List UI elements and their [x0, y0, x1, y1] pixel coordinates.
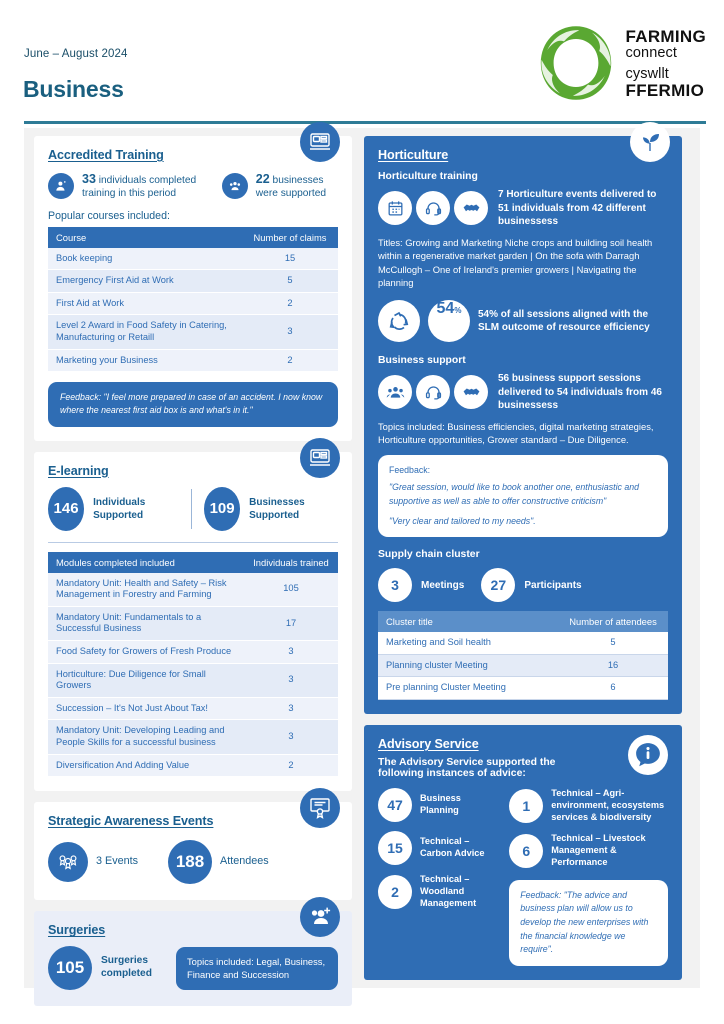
advisory-value: 47: [378, 788, 412, 822]
elearning-individuals: [48, 487, 179, 531]
horticulture-title: Horticulture: [378, 148, 449, 162]
cell-course: First Aid at Work: [48, 292, 242, 315]
cell-claims: 5: [242, 270, 338, 293]
table-row: [48, 720, 338, 754]
table-row: [48, 606, 338, 640]
recycle-cycle-icon: [378, 300, 420, 342]
advisory-value: 6: [509, 834, 543, 868]
surgeries-stats: [48, 946, 338, 990]
page-title: Business: [23, 76, 124, 102]
col-cluster-title: Cluster title: [378, 611, 558, 632]
advisory-label: Technical – Woodland Management: [420, 874, 477, 908]
col-course: Course: [48, 227, 242, 248]
col-claims: Number of claims: [242, 227, 338, 248]
strategic-events-card: [34, 802, 352, 900]
right-column: [364, 136, 682, 978]
cell-attendees: 16: [558, 654, 668, 677]
table-row: [378, 677, 668, 700]
left-column: [34, 136, 352, 981]
accredited-training-title: Accredited Training: [48, 148, 164, 162]
elearning-stats: [48, 487, 338, 531]
horticulture-training-label: Horticulture training: [378, 171, 478, 182]
feedback-quote-1: "Great session, would like to book another one, enthusiastic and supportive as well as able to offer constructive criticism": [389, 482, 640, 506]
business-support-stat-row: [378, 372, 668, 413]
stat-businesses-value: 22: [255, 172, 270, 186]
advisory-item: [378, 788, 499, 822]
group-icon: [222, 173, 248, 199]
elearning-card: [34, 452, 352, 792]
advisory-item: [378, 831, 499, 865]
col-attendees: Number of attendees: [558, 611, 668, 632]
cell-attendees: 6: [558, 677, 668, 700]
calendar-icon: [378, 191, 412, 225]
table-row: [48, 697, 338, 720]
horticulture-titles-text: Titles: Growing and Marketing Niche crops and building soil health within a regenerative market garden | On the sofa with Darragh McCullogh – One of Ireland's premier growers | Navigating the planning: [378, 236, 653, 289]
participants-value: 27: [481, 568, 515, 602]
col-trained: Individuals trained: [244, 552, 338, 573]
strategic-events-title: Strategic Awareness Events: [48, 814, 214, 829]
strategic-attendees-value: 188: [168, 840, 212, 884]
elearning-modules-body: [48, 573, 338, 777]
accredited-feedback-box: Feedback: "I feel more prepared in case of an accident. I now know where the nearest first aid box is and what's in it.": [48, 382, 338, 426]
elearning-individuals-label: Individuals Supported: [93, 496, 146, 521]
cell-attendees: 5: [558, 632, 668, 654]
table-row: [48, 663, 338, 697]
stat-businesses-text: [256, 172, 338, 201]
table-row: [48, 292, 338, 315]
surgeries-count-value: 105: [48, 946, 92, 990]
cell-claims: 3: [242, 315, 338, 349]
accredited-training-card: [34, 136, 352, 441]
cell-module: Food Safety for Growers of Fresh Produce: [48, 640, 244, 663]
cell-module: Mandatory Unit: Developing Leading and People Skills for a successful business: [48, 720, 244, 754]
cell-cluster: Marketing and Soil health: [378, 632, 558, 654]
stat-divider: [191, 489, 192, 529]
logo-swirl-icon: [536, 22, 616, 104]
horticulture-pct-suffix: %: [454, 306, 462, 315]
cell-trained: 3: [244, 720, 338, 754]
horticulture-icon-trio: [378, 191, 488, 225]
group-people-icon: [378, 375, 412, 409]
cell-course: Level 2 Award in Food Safety in Catering, Manufacturing or Retaill: [48, 315, 242, 349]
advisory-label: Technical – Livestock Management & Performance: [551, 832, 646, 867]
horticulture-pct-circle: [428, 300, 470, 342]
stat-individuals-value: 33: [82, 172, 96, 186]
business-support-icon-trio: [378, 375, 488, 409]
horticulture-feedback-box: [378, 455, 668, 538]
horticulture-pct-value: 54: [436, 300, 455, 317]
advisory-item: [378, 874, 499, 910]
table-row: [48, 349, 338, 372]
horticulture-pct-row: [378, 300, 668, 342]
feedback-label: Feedback:: [389, 464, 431, 475]
cell-trained: 17: [244, 606, 338, 640]
person-icon: [48, 173, 74, 199]
elearning-divider: [48, 542, 338, 543]
advisory-intro: The Advisory Service supported the following instances of advice:: [378, 757, 556, 780]
farming-connect-logo: [536, 22, 706, 104]
elearning-businesses-value: 109: [204, 487, 240, 531]
advisory-label: Business Planning: [420, 793, 461, 816]
advisory-service-card: [364, 725, 682, 980]
advisory-feedback-box: Feedback: "The advice and business plan will allow us to develop the new enterprises with the financial knowledge we require".: [509, 880, 668, 966]
rosettes-icon: [48, 842, 88, 882]
feedback-quote-2: "Very clear and tailored to my needs".: [389, 515, 536, 526]
col-modules: Modules completed included: [48, 552, 244, 573]
horticulture-topics-text: Topics included: Business efficiencies, digital marketing strategies, Horticulture opportunities, Grower standard – Due Diligence.: [378, 420, 654, 446]
cell-trained: 3: [244, 697, 338, 720]
logo-line-farming: FARMING: [625, 26, 706, 46]
cell-module: Diversification And Adding Value: [48, 754, 244, 777]
supply-chain-table: [378, 611, 668, 700]
cell-trained: 105: [244, 573, 338, 607]
horticulture-training-stat: 7 Horticulture events delivered to 51 individuals from 42 different businessess: [498, 189, 657, 227]
strategic-attendees: [168, 840, 269, 884]
logo-wordmark: [626, 28, 706, 99]
table-row: [48, 573, 338, 607]
stat-businesses-supported: [222, 172, 338, 201]
cell-course: Marketing your Business: [48, 349, 242, 372]
supply-chain-table-body: [378, 632, 668, 699]
cell-course: Emergency First Aid at Work: [48, 270, 242, 293]
table-row: [48, 248, 338, 270]
elearning-modules-table: [48, 552, 338, 778]
cell-module: Horticulture: Due Diligence for Small Growers: [48, 663, 244, 697]
logo-line-ffermio: FFERMIO: [625, 80, 705, 100]
cell-trained: 3: [244, 640, 338, 663]
info-icon: [628, 735, 668, 775]
advisory-label: Technical – Agri-environment, ecosystems services & biodiversity: [551, 788, 665, 822]
cell-claims: 2: [242, 292, 338, 315]
content-area: [24, 128, 700, 988]
stat-individuals-completed: [48, 172, 208, 201]
meetings-label: Meetings: [421, 579, 465, 591]
elearning-businesses-label: Businesses Supported: [249, 496, 305, 521]
accredited-courses-body: [48, 248, 338, 372]
advisory-value: 15: [378, 831, 412, 865]
advisory-item: [509, 833, 668, 869]
supply-chain-stats: [378, 568, 668, 602]
meetings-value: 3: [378, 568, 412, 602]
header-divider: [24, 121, 706, 124]
page-header: [0, 0, 724, 122]
surgeries-topics-pill: Topics included: Legal, Business, Finance and Succession: [176, 947, 338, 990]
plant-leaf-icon: [630, 122, 670, 162]
elearning-title: E-learning: [48, 463, 109, 478]
surgeries-card: [34, 911, 352, 1006]
supply-chain-label: Supply chain cluster: [378, 549, 480, 561]
logo-line-connect: connect: [625, 44, 678, 61]
cell-module: Mandatory Unit: Fundamentals to a Successful Business: [48, 606, 244, 640]
advisory-item: [509, 788, 668, 824]
horticulture-pct-text: 54% of all sessions aligned with the SLM outcome of resource efficiency: [478, 308, 650, 333]
advisory-items-grid: [378, 788, 668, 966]
cell-module: Succession – It's Not Just About Tax!: [48, 697, 244, 720]
advisory-title: Advisory Service: [378, 737, 479, 752]
business-support-stat: 56 business support sessions delivered to 54 individuals from 46 businessess: [498, 373, 662, 411]
strategic-events-value: 3 Events: [96, 855, 139, 868]
surgeries-title: Surgeries: [48, 923, 106, 938]
elearning-board-icon: [300, 438, 340, 478]
cell-trained: 3: [244, 663, 338, 697]
table-header-row: [48, 227, 338, 248]
table-row: [48, 754, 338, 777]
table-row: [48, 640, 338, 663]
table-header-row: [48, 552, 338, 573]
stat-businesses-label: businesses were supported: [255, 175, 327, 199]
stat-individuals-text: [82, 172, 208, 201]
business-support-label: Business support: [378, 355, 466, 366]
advisory-value: 1: [509, 789, 543, 823]
advisory-column-left: [378, 788, 499, 966]
surgeries-count-label: Surgeries completed: [101, 955, 152, 980]
cell-claims: 15: [242, 248, 338, 270]
popular-courses-label: Popular courses included:: [48, 209, 170, 222]
advisory-label: Technical – Carbon Advice: [420, 836, 485, 859]
stat-individuals-label: individuals completed training in this period: [82, 175, 197, 199]
headset-support-icon: [416, 191, 450, 225]
strategic-attendees-label: Attendees: [220, 855, 269, 868]
table-row: [378, 632, 668, 654]
date-range: June – August 2024: [24, 48, 128, 60]
table-row: [378, 654, 668, 677]
cell-claims: 2: [242, 349, 338, 372]
training-board-icon: [300, 122, 340, 162]
cell-cluster: Planning cluster Meeting: [378, 654, 558, 677]
strategic-events-count: [48, 842, 138, 882]
headset-support-icon: [416, 375, 450, 409]
cell-course: Book keeping: [48, 248, 242, 270]
handshake-icon: [454, 191, 488, 225]
accredited-courses-table: [48, 227, 338, 373]
handshake-icon: [454, 375, 488, 409]
elearning-individuals-value: 146: [48, 487, 84, 531]
table-row: [48, 315, 338, 349]
elearning-businesses: [204, 487, 338, 531]
table-row: [48, 270, 338, 293]
cell-module: Mandatory Unit: Health and Safety – Risk Management in Forestry and Farming: [48, 573, 244, 607]
cell-cluster: Pre planning Cluster Meeting: [378, 677, 558, 700]
logo-line-cyswllt: cyswllt: [625, 66, 669, 82]
cell-trained: 2: [244, 754, 338, 777]
add-person-icon: [300, 897, 340, 937]
advisory-value: 2: [378, 875, 412, 909]
participants-label: Participants: [524, 579, 582, 591]
horticulture-card: [364, 136, 682, 714]
horticulture-training-stat-row: [378, 188, 668, 229]
certificate-presentation-icon: [300, 788, 340, 828]
advisory-column-right: [509, 788, 668, 966]
table-header-row: [378, 611, 668, 632]
